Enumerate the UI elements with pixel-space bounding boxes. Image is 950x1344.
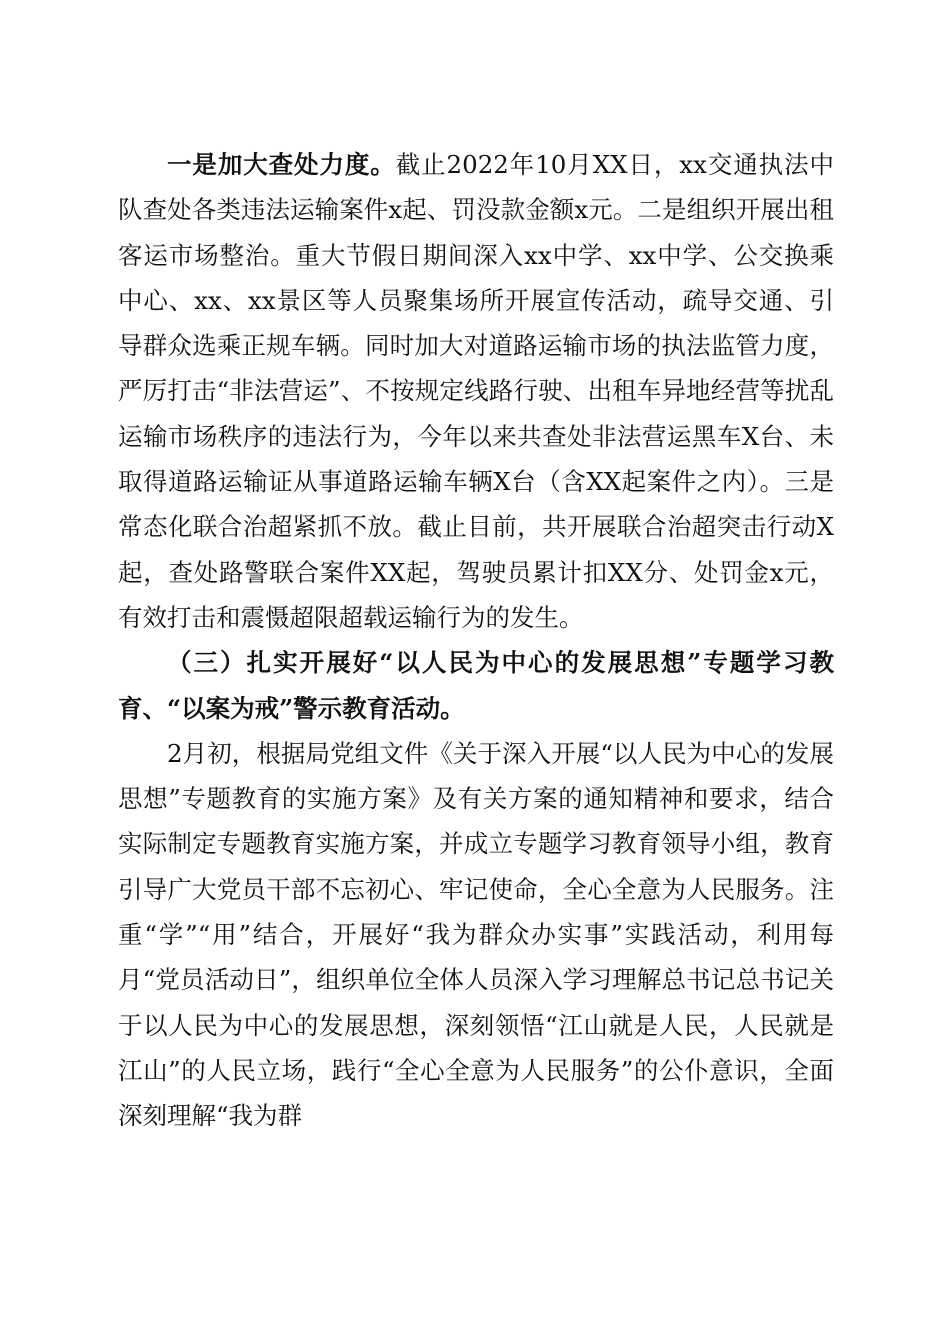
paragraph-lead: 一是加大查处力度。 (167, 150, 396, 179)
paragraph-text: 截止2022年10月XX日，xx交通执法中队查处各类违法运输案件x起、罚没款金额x元。二是组织开展出租客运市场整治。重大节假日期间深入xx中学、xx中学、公交换乘中心、xx、xx景区等人员聚集场所开展宣传活动，疏导交通、引导群众选乘正规车辆。同时加大对道路运输市场的执法监管力度，严厉打击“非法营运”、不按规定线路行驶、出租车异地经营等扰乱运输市场秩序的违法行为，今年以来共查处非法营运黑车X台、未取得道路运输证从事道路运输车辆X台（含XX起案件之内）。三是常态化联合治超紧抓不放。截止目前，共开展联合治超突击行动X起，查处路警联合案件XX起，驾驶员累计扣XX分、处罚金x元，有效打击和震慑超限超载运输行为的发生。 (118, 150, 835, 632)
paragraph-education: 2月初，根据局党组文件《关于深入开展“以人民为中心的发展思想”专题教育的实施方案》及有关方案的通知精神和要求，结合实际制定专题教育实施方案，并成立专题学习教育领导小组，教育引导广大党员干部不忘初心、牢记使命，全心全意为人民服务。注重“学”“用”结合，开展好“我为群众办实事”实践活动，利用每月“党员活动日”，组织单位全体人员深入学习理解总书记总书记关于以人民为中心的发展思想，深刻领悟“江山就是人民，人民就是江山”的人民立场，践行“全心全意为人民服务”的公仆意识，全面深刻理解“我为群 (118, 738, 834, 1131)
paragraph-enforcement (118, 142, 834, 640)
document-body (118, 142, 834, 1139)
section-heading: （三）扎实开展好“以人民为中心的发展思想”专题学习教育、“以案为戒”警示教育活动。 (118, 648, 834, 723)
